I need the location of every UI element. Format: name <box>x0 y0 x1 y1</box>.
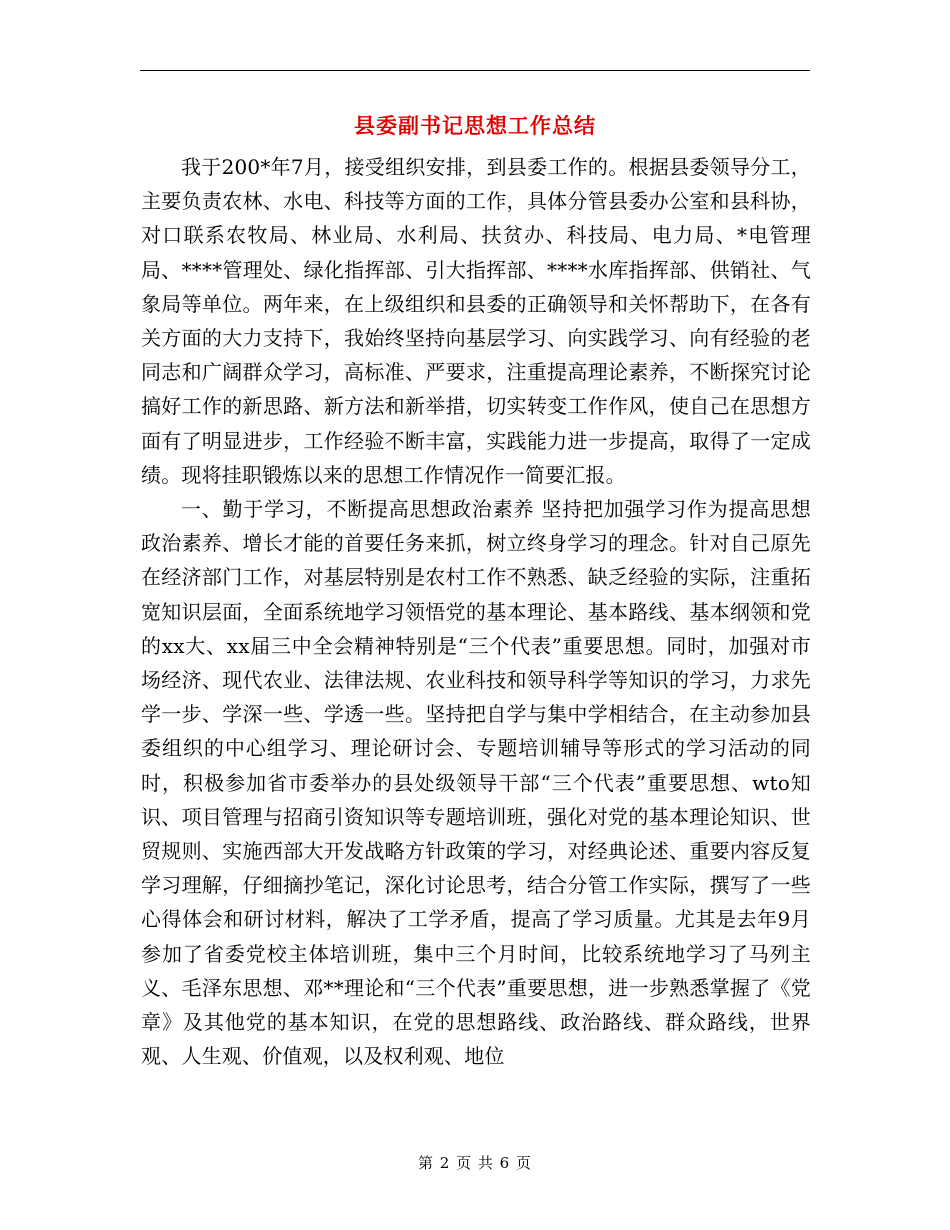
header-rule <box>140 70 810 71</box>
document-body <box>141 150 811 1073</box>
page-number: 第 2 页 共 6 页 <box>418 1154 532 1172</box>
body-paragraph: 我于200*年7月，接受组织安排，到县委工作的。根据县委领导分工，主要负责农林、水电、科技等方面的工作，具体分管县委办公室和县科协，对口联系农牧局、林业局、水利局、扶贫办、科技局、电力局、*电管理局、****管理处、绿化指挥部、引大指挥部、****水库指挥部、供销社、气象局等单位。两年来，在上级组织和县委的正确领导和关怀帮助下，在各有关方面的大力支持下，我始终坚持向基层学习、向实践学习、向有经验的老同志和广阔群众学习，高标准、严要求，注重提高理论素养，不断探究讨论搞好工作的新思路、新方法和新举措，切实转变工作作风，使自己在思想方面有了明显进步，工作经验不断丰富，实践能力进一步提高，取得了一定成绩。现将挂职锻炼以来的思想工作情况作一简要汇报。 <box>141 155 811 487</box>
document-title: 县委副书记思想工作总结 <box>354 113 596 138</box>
body-paragraph: 一、勤于学习，不断提高思想政治素养 坚持把加强学习作为提高思想政治素养、增长才能的首要任务来抓，树立终身学习的理念。针对自己原先在经济部门工作，对基层特别是农村工作不熟悉、缺乏经验的实际，注重拓宽知识层面，全面系统地学习领悟党的基本理论、基本路线、基本纲领和党的xx大、xx届三中全会精神特别是“三个代表”重要思想。同时，加强对市场经济、现代农业、法律法规、农业科技和领导科学等知识的学习，力求先学一步、学深一些、学透一些。坚持把自学与集中学相结合，在主动参加县委组织的中心组学习、理论研讨会、专题培训辅导等形式的学习活动的同时，积极参加省市委举办的县处级领导干部“三个代表”重要思想、wto知识、项目管理与招商引资知识等专题培训班，强化对党的基本理论知识、世贸规则、实施西部大开发战略方针政策的学习，对经典论述、重要内容反复学习理解，仔细摘抄笔记，深化讨论思考，结合分管工作实际，撰写了一些心得体会和研讨材料，解决了工学矛盾，提高了学习质量。尤其是去年9月参加了省委党校主体培训班，集中三个月时间，比较系统地学习了马列主义、毛泽东思想、邓**理论和“三个代表”重要思想，进一步熟悉掌握了《党章》及其他党的基本知识，在党的思想路线、政治路线、群众路线，世界观、人生观、价值观，以及权利观、地位 <box>141 497 811 1069</box>
